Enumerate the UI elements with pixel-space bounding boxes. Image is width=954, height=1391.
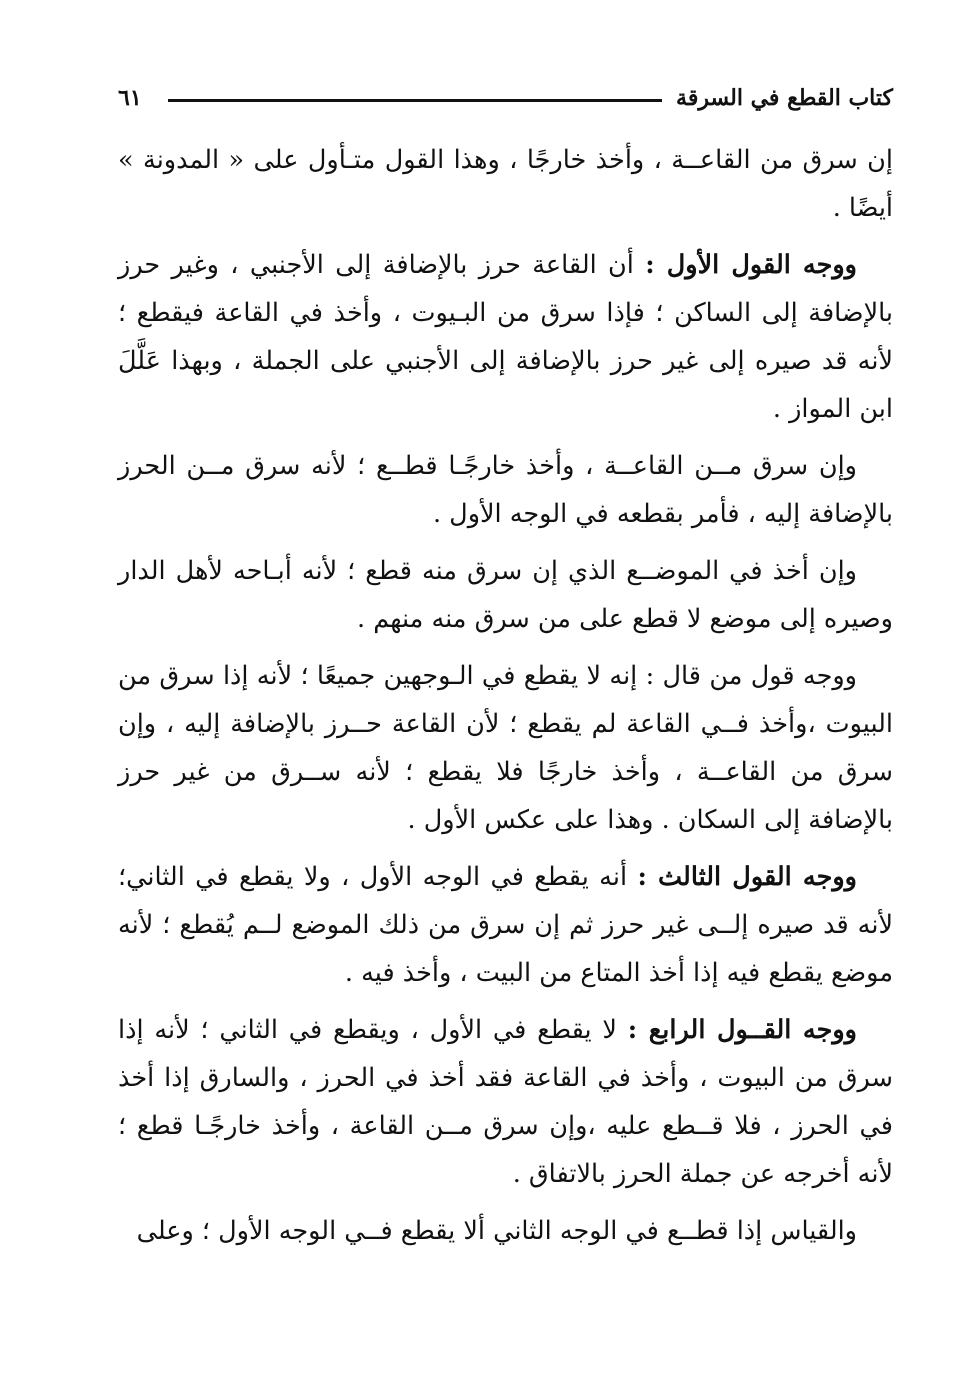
- paragraph-text: أنه يقطع في الوجه الأول ، ولا يقطع في الثاني؛ لأنه قد صيره إلــى غير حرز ثم إن سرق من ذلك الموضع لــم يُقطع ؛ لأنه موضع يقطع فيه إذا أخذ المتاع من البيت ، وأخذ فيه .: [118, 862, 893, 988]
- running-title: كتاب القطع في السرقة: [676, 85, 893, 111]
- paragraph-text: لا يقطع في الأول ، ويقطع في الثاني ؛ لأنه إذا سرق من البيوت ، وأخذ في القاعة فقد أخذ في الحرز ، والسارق إذا أخذ في الحرز ، فلا قــطع عليه ،وإن سرق مــن القاعة ، وأخذ خارجًـا قطع ؛ لأنه أخرجه عن جملة الحرز بالاتفاق .: [118, 1015, 893, 1189]
- paragraph-lead: ووجه القــول الرابع :: [627, 1015, 857, 1045]
- paragraph-lead: ووجه القول الأول :: [645, 250, 857, 280]
- paragraph-text: أن القاعة حرز بالإضافة إلى الأجنبي ، وغير حرز بالإضافة إلى الساكن ؛ فإذا سرق من البـيوت ، وأخذ في القاعة فيقطع ؛ لأنه قد صيره إلى غير حرز بالإضافة إلى الأجنبي على الجملة ، وبهذا عَلَّلَ ابن المواز .: [118, 250, 893, 424]
- paragraph: [118, 442, 893, 538]
- paragraph: [118, 1006, 893, 1198]
- page-number: ٦١: [118, 85, 142, 111]
- header-rule: [168, 99, 662, 102]
- paragraph: [118, 547, 893, 643]
- paragraph: [118, 853, 893, 997]
- paragraph-text: والقياس إذا قطــع في الوجه الثاني ألا يقطع فــي الوجه الأول ؛ وعلى: [136, 1216, 857, 1246]
- paragraph-text: وإن أخذ في الموضــع الذي إن سرق منه قطع ؛ لأنه أبـاحه لأهل الدار وصيره إلى موضع لا قطع على من سرق منه منهم .: [118, 556, 893, 634]
- paragraph: [118, 652, 893, 844]
- paragraph-text: وإن سرق مــن القاعــة ، وأخذ خارجًـا قطــع ؛ لأنه سرق مــن الحرز بالإضافة إليه ، فأمر بقطعه في الوجه الأول .: [118, 451, 893, 529]
- paragraph: [118, 136, 893, 232]
- paragraph-text: ووجه قول من قال : إنه لا يقطع في الـوجهين جميعًا ؛ لأنه إذا سرق من البيوت ،وأخذ فــي القاعة لم يقطع ؛ لأن القاعة حــرز بالإضافة إليه ، وإن سرق من القاعــة ، وأخذ خارجًا فلا يقطع ؛ لأنه ســرق من غير حرز بالإضافة إلى السكان . وهذا على عكس الأول .: [118, 661, 893, 835]
- page-header: [118, 78, 893, 118]
- body-text: [118, 136, 893, 1264]
- paragraph: [118, 1207, 893, 1255]
- paragraph-text: إن سرق من القاعــة ، وأخذ خارجًا ، وهذا القول متـأول على « المدونة » أيضًا .: [118, 145, 893, 223]
- paragraph-lead: ووجه القول الثالث :: [637, 862, 857, 892]
- paragraph: [118, 241, 893, 433]
